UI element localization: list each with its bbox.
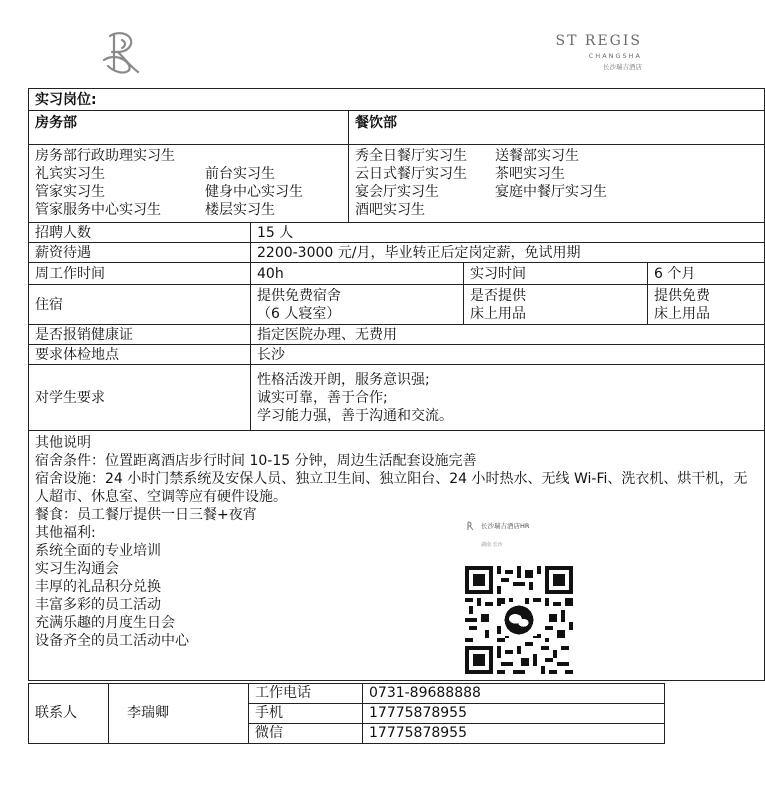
position-item: 健身中心实习生	[205, 184, 303, 200]
fnb-positions	[349, 145, 765, 223]
hours-label: 周工作时间	[29, 263, 251, 285]
st-regis-monogram-logo	[96, 30, 148, 76]
housekeeping-dept: 房务部	[29, 111, 349, 145]
welfare-item: 设备齐全的员工活动中心	[35, 633, 189, 649]
position-item: 茶吧实习生	[495, 166, 565, 182]
position-item: 前台实习生	[205, 166, 275, 182]
housekeeping-positions	[29, 145, 349, 223]
brand-name: ST REGIS	[555, 33, 642, 49]
welfare-item: 系统全面的专业培训	[35, 543, 161, 559]
exam-value: 长沙	[251, 345, 765, 365]
qr-card	[465, 517, 605, 679]
contact-label: 联系人	[29, 684, 109, 744]
qr-header	[465, 517, 605, 535]
mini-logo-icon	[465, 521, 475, 531]
positions-title: 实习岗位:	[29, 89, 765, 111]
housing-value-line: （6 人寝室）	[257, 305, 341, 322]
salary-label: 薪资待遇	[29, 243, 251, 263]
health-label: 是否报销健康证	[29, 325, 251, 345]
bedding-label	[464, 285, 648, 325]
headcount-label: 招聘人数	[29, 223, 251, 243]
salary-value: 2200-3000 元/月，毕业转正后定岗定薪，免试用期	[251, 243, 765, 263]
housing-value-line: 提供免费宿舍	[257, 287, 341, 304]
bedding-label-line: 是否提供	[470, 287, 526, 304]
welfare-item: 丰厚的礼品积分兑换	[35, 579, 161, 595]
qr-subtitle: 湖南 长沙	[481, 542, 503, 548]
welfare-title: 其他福利:	[35, 525, 96, 541]
brand-city: CHANGSHA	[588, 52, 642, 60]
other-info	[29, 431, 765, 681]
position-item: 礼宾实习生	[35, 166, 105, 182]
exam-label: 要求体检地点	[29, 345, 251, 365]
brand-cn: 长沙瑞吉酒店	[603, 63, 642, 71]
position-item: 云日式餐厅实习生	[355, 166, 467, 182]
brand-block	[556, 33, 642, 71]
housing-value	[251, 285, 464, 325]
contact-table	[28, 683, 665, 744]
fnb-dept: 餐饮部	[349, 111, 765, 145]
hours-value: 40h	[251, 263, 464, 285]
position-item: 秀全日餐厅实习生	[355, 148, 467, 164]
dorm-facilities: 宿舍设施：24 小时门禁系统及安保人员、独立卫生间、独立阳台、24 小时热水、无线 Wi-Fi、洗衣机、烘干机，无人超市、休息室、空调等应有硬件设施。	[35, 471, 748, 505]
wechat-value[interactable]: 17775878955	[363, 724, 665, 744]
requirement-line: 学习能力强，善于沟通和交流。	[257, 407, 453, 424]
internship-table	[28, 88, 765, 681]
duration-label: 实习时间	[464, 263, 648, 285]
work-phone-label: 工作电话	[249, 684, 363, 704]
other-title: 其他说明	[35, 435, 91, 451]
position-item: 管家实习生	[35, 184, 105, 200]
housing-label: 住宿	[29, 285, 251, 325]
position-item: 房务部行政助理实习生	[35, 148, 175, 164]
contact-name: 李瑞卿	[109, 684, 249, 744]
wechat-qr-code[interactable]	[465, 566, 573, 674]
meals: 餐食：员工餐厅提供一日三餐+夜宵	[35, 507, 257, 523]
wechat-label: 微信	[249, 724, 363, 744]
qr-title: 长沙瑞吉酒店HR	[481, 522, 530, 530]
position-item: 送餐部实习生	[495, 148, 579, 164]
mobile-label: 手机	[249, 704, 363, 724]
position-item: 酒吧实习生	[355, 202, 425, 218]
position-item: 宴庭中餐厅实习生	[495, 184, 607, 200]
position-item: 楼层实习生	[205, 202, 275, 218]
bedding-value-line: 床上用品	[654, 305, 710, 322]
welfare-item: 实习生沟通会	[35, 561, 119, 577]
health-value: 指定医院办理、无费用	[251, 325, 765, 345]
work-phone-value[interactable]: 0731-89688888	[363, 684, 665, 704]
bedding-value-line: 提供免费	[654, 287, 710, 304]
requirement-line: 诚实可靠，善于合作;	[257, 389, 388, 406]
position-item: 宴会厅实习生	[355, 184, 439, 200]
mobile-value[interactable]: 17775878955	[363, 704, 665, 724]
dorm-conditions: 宿舍条件：位置距离酒店步行时间 10-15 分钟，周边生活配套设施完善	[35, 453, 477, 469]
welfare-item: 丰富多彩的员工活动	[35, 597, 161, 613]
welfare-item: 充满乐趣的月度生日会	[35, 615, 175, 631]
duration-value: 6 个月	[648, 263, 765, 285]
position-item: 管家服务中心实习生	[35, 202, 161, 218]
requirement-line: 性格活泼开朗，服务意识强;	[257, 371, 430, 388]
bedding-value	[648, 285, 765, 325]
requirements-label: 对学生要求	[29, 365, 251, 431]
bedding-label-line: 床上用品	[470, 305, 526, 322]
requirements-value	[251, 365, 765, 431]
headcount-value: 15 人	[251, 223, 765, 243]
